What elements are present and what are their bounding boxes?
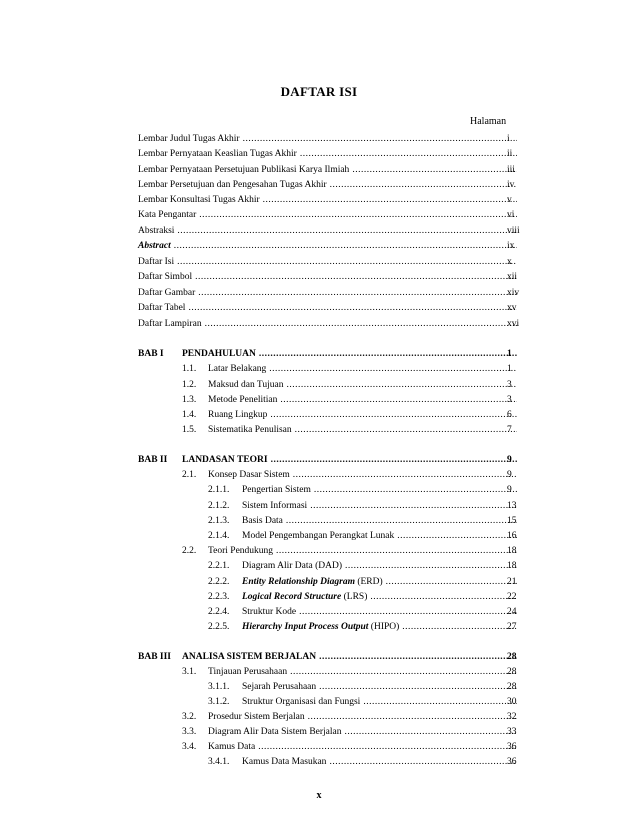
toc-entry: 3.2. Prosedur Sistem Berjalan ..... 32 bbox=[182, 710, 520, 724]
toc-entry: Abstract ..... ix bbox=[138, 239, 520, 253]
toc-entry: Daftar Simbol ..... xii bbox=[138, 270, 520, 284]
chapter-heading: BAB II LANDASAN TEORI ..... 9 bbox=[138, 453, 520, 467]
toc-entry: Lembar Pernyataan Keaslian Tugas Akhir ..... ii bbox=[138, 147, 520, 161]
toc-entry: 3.1. Tinjauan Perusahaan ..... 28 bbox=[182, 665, 520, 679]
halaman-label: Halaman bbox=[470, 116, 507, 127]
chapter-heading: BAB III ANALISA SISTEM BERJALAN ..... 28 bbox=[138, 650, 520, 664]
toc-entry: 3.1.2. Struktur Organisasi dan Fungsi ..... 30 bbox=[208, 695, 520, 709]
toc-entry: Lembar Judul Tugas Akhir ..... i bbox=[138, 132, 520, 146]
toc-entry: Lembar Konsultasi Tugas Akhir ..... v bbox=[138, 193, 520, 207]
page-number: x bbox=[316, 790, 322, 801]
toc-entry: 1.5. Sistematika Penulisan ..... 7 bbox=[182, 423, 520, 437]
toc-entry: 3.4.1. Kamus Data Masukan ..... 36 bbox=[208, 755, 520, 769]
toc-entry: Daftar Tabel ..... xv bbox=[138, 301, 520, 315]
toc-entry: 2.2.4. Struktur Kode ..... 24 bbox=[208, 605, 520, 619]
toc-entry: Lembar Persetujuan dan Pengesahan Tugas Akhir ..... iv bbox=[138, 178, 520, 192]
toc-entry: 3.3. Diagram Alir Data Sistem Berjalan ..... 33 bbox=[182, 725, 520, 739]
toc-entry: 2.2.1. Diagram Alir Data (DAD) ..... 18 bbox=[208, 559, 520, 573]
toc-entry: 2.2.5. Hierarchy Input Process Output (HIPO) ..... 27 bbox=[208, 620, 520, 634]
toc-entry: 1.2. Maksud dan Tujuan ..... 3 bbox=[182, 378, 520, 392]
toc-entry: 2.2.2. Entity Relationship Diagram (ERD) ..... 21 bbox=[208, 575, 520, 589]
toc-entry: 1.4. Ruang Lingkup ..... 6 bbox=[182, 408, 520, 422]
toc-entry: 3.4. Kamus Data ..... 36 bbox=[182, 740, 520, 754]
chapter-heading: BAB I PENDAHULUAN ..... 1 bbox=[138, 347, 520, 361]
toc-entry: Kata Pengantar ..... vi bbox=[138, 208, 520, 222]
page-title: DAFTAR ISI bbox=[280, 84, 358, 99]
toc-entry: 2.1.3. Basis Data ..... 15 bbox=[208, 514, 520, 528]
toc-entry: 2.1.4. Model Pengembangan Perangkat Lunak ..... 16 bbox=[208, 529, 520, 543]
toc-entry: 2.1.2. Sistem Informasi ..... 13 bbox=[208, 499, 520, 513]
toc-entry: 3.1.1. Sejarah Perusahaan ..... 28 bbox=[208, 680, 520, 694]
toc-entry: 1.1. Latar Belakang ..... 1 bbox=[182, 362, 520, 376]
toc-entry: Lembar Pernyataan Persetujuan Publikasi Karya Ilmiah ..... iii bbox=[138, 163, 520, 177]
toc-entry: 2.2. Teori Pendukung ..... 18 bbox=[182, 544, 520, 558]
toc-entry: Daftar Gambar ..... xiv bbox=[138, 286, 520, 300]
toc-entry: 1.3. Metode Penelitian ..... 3 bbox=[182, 393, 520, 407]
toc-entry: Daftar Lampiran ..... xvi bbox=[138, 317, 520, 331]
toc-entry: Abstraksi ..... viii bbox=[138, 224, 520, 238]
toc-entry: 2.2.3. Logical Record Structure (LRS) ..... 22 bbox=[208, 590, 520, 604]
toc-entry: 2.1.1. Pengertian Sistem ..... 9 bbox=[208, 483, 520, 497]
toc-entry: 2.1. Konsep Dasar Sistem ..... 9 bbox=[182, 468, 520, 482]
toc-entry: Daftar Isi ..... x bbox=[138, 255, 520, 269]
